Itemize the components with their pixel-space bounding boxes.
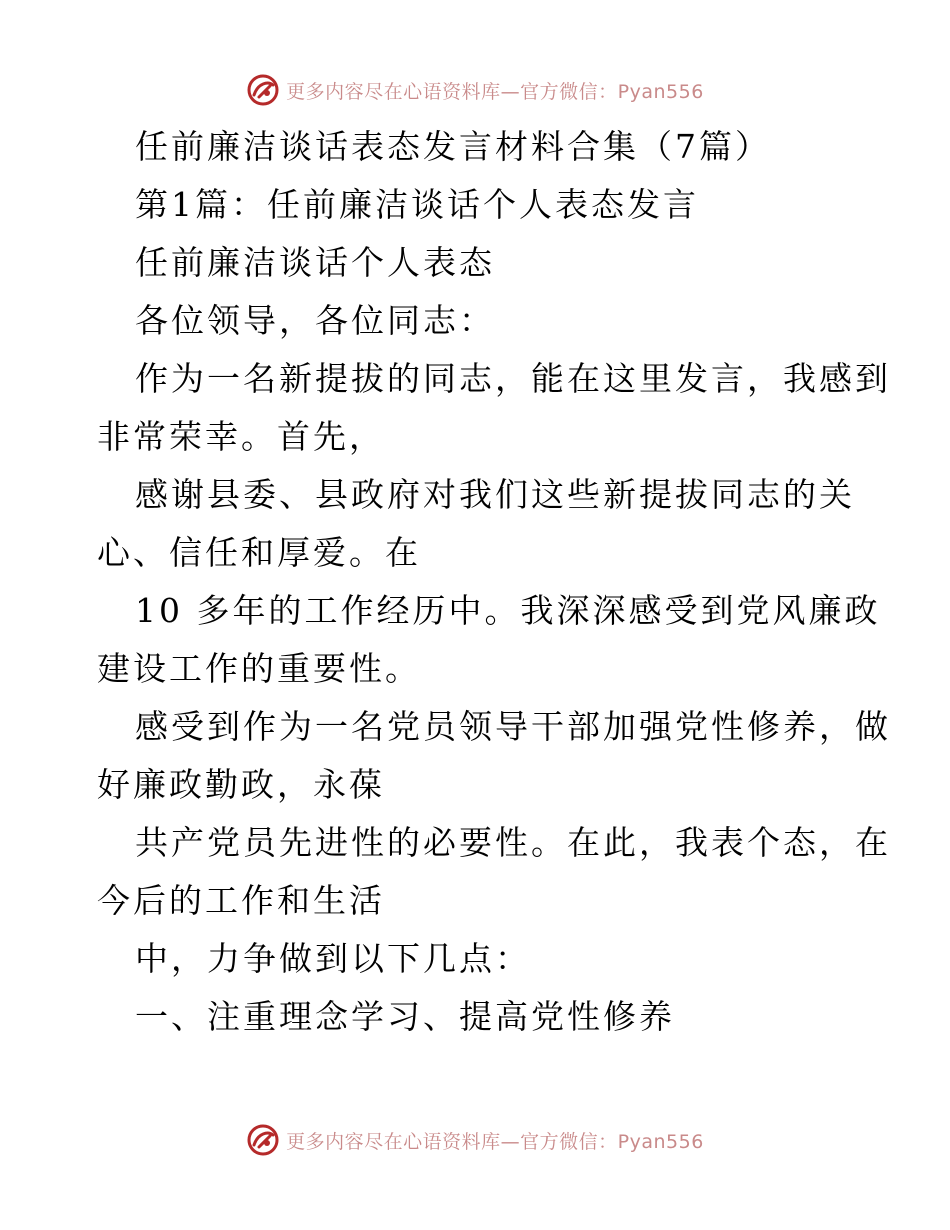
section-heading: 第1篇：任前廉洁谈话个人表态发言 (135, 185, 699, 224)
paragraph-line: 作为一名新提拔的同志，能在这里发言，我感到 (135, 359, 891, 398)
footer-watermark (0, 1120, 950, 1160)
paragraph-line: 建设工作的重要性。 (97, 649, 421, 688)
paragraph-line: 中，力争做到以下几点： (135, 939, 531, 978)
subheading: 任前廉洁谈话个人表态 (135, 243, 495, 282)
numbered-heading: 一、注重理念学习、提高党性修养 (135, 997, 675, 1036)
watermark-text: 更多内容尽在心语资料库—官方微信：Pyan556 (286, 1130, 704, 1153)
paragraph-line: 10 多年的工作经历中。我深深感受到党风廉政 (135, 591, 881, 630)
paragraph-line: 感受到作为一名党员领导干部加强党性修养，做 (135, 707, 891, 746)
salutation: 各位领导，各位同志： (135, 301, 495, 340)
paragraph-line: 非常荣幸。首先， (97, 417, 385, 456)
paragraph-line: 好廉政勤政，永葆 (97, 765, 385, 804)
header-watermark (0, 70, 950, 110)
paragraph-line: 今后的工作和生活 (97, 881, 385, 920)
watermark-text: 更多内容尽在心语资料库—官方微信：Pyan556 (286, 80, 704, 103)
seal-logo-icon (246, 73, 280, 107)
paragraph-line: 心、信任和厚爱。在 (97, 533, 421, 572)
document-title: 任前廉洁谈话表态发言材料合集（7篇） (135, 127, 771, 166)
paragraph-line: 共产党员先进性的必要性。在此，我表个态，在 (135, 823, 891, 862)
seal-logo-icon (246, 1123, 280, 1157)
paragraph-line: 感谢县委、县政府对我们这些新提拔同志的关 (135, 475, 855, 514)
